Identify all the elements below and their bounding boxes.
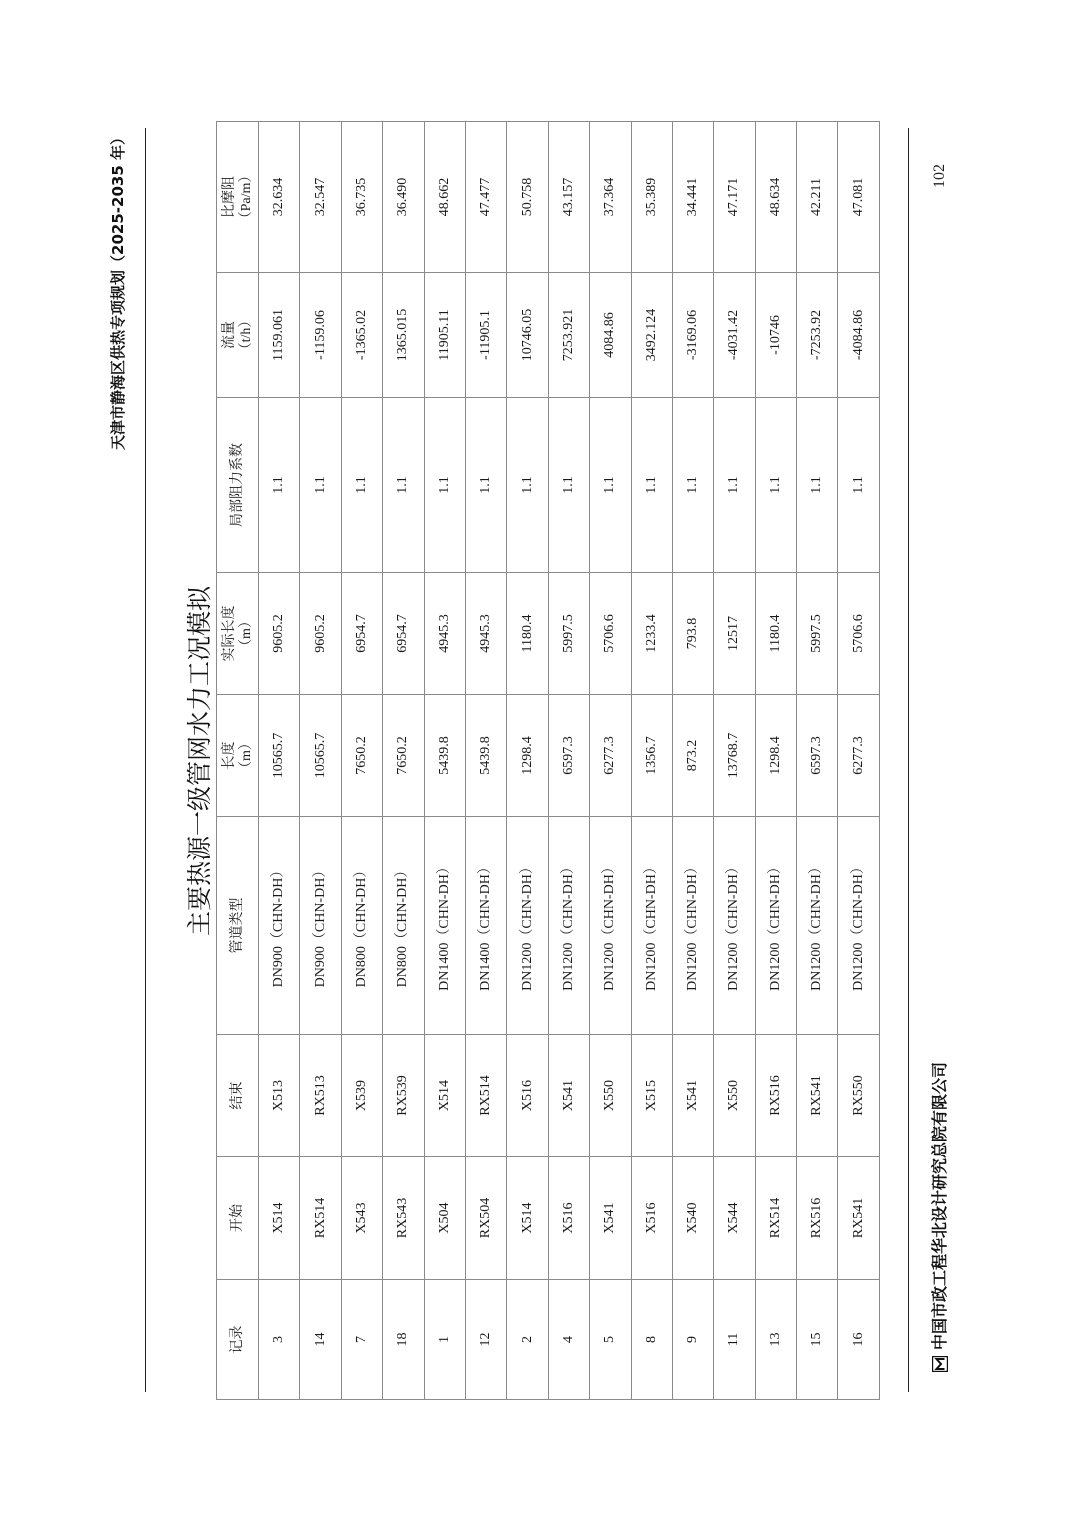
cell-actual-pipe-length: 4945.3	[465, 573, 506, 695]
column-unit: （Pa/m）	[238, 168, 254, 226]
table-row	[672, 122, 713, 1400]
cell-flow: 10746.05	[507, 273, 548, 398]
cell-actual-pipe-length: 5706.6	[590, 573, 631, 695]
column-label: 长度	[221, 741, 237, 770]
cell-flow: -3169.06	[672, 273, 713, 398]
cell-pipe-type: DN800（CHN-DH）	[383, 817, 424, 1035]
cell-pipe-type: DN1200（CHN-DH）	[507, 817, 548, 1035]
cell-pipe-type: DN1200（CHN-DH）	[755, 817, 796, 1035]
cell-pipe-length: 10565.7	[259, 695, 300, 817]
column-label: 流量	[221, 321, 237, 349]
cell-specific-friction: 35.389	[631, 122, 672, 273]
column-label: 比摩阻	[221, 176, 237, 218]
cell-flow: 7253.921	[548, 273, 589, 398]
column-label: 管道类型	[230, 897, 245, 954]
cell-actual-pipe-length: 5997.5	[797, 573, 838, 695]
cell-specific-friction: 34.441	[672, 122, 713, 273]
cell-pipe-length: 873.2	[672, 695, 713, 817]
cell-pipe-type: DN1200（CHN-DH）	[714, 817, 755, 1035]
cell-end-node: X541	[548, 1035, 589, 1157]
cell-flow: -4084.86	[838, 273, 879, 398]
cell-record: 18	[383, 1280, 424, 1400]
cell-end-node: X550	[714, 1035, 755, 1157]
cell-end-node: RX539	[383, 1035, 424, 1157]
cell-record: 13	[755, 1280, 796, 1400]
cell-pipe-type: DN1200（CHN-DH）	[631, 817, 672, 1035]
company-logo-icon	[932, 1356, 948, 1372]
cell-end-node: X515	[631, 1035, 672, 1157]
column-label: 记录	[230, 1325, 245, 1354]
cell-local-resistance: 1.1	[755, 398, 796, 573]
cell-start-node: X540	[672, 1157, 713, 1280]
cell-end-node: X516	[507, 1035, 548, 1157]
column-header-record	[217, 1280, 259, 1400]
cell-pipe-length: 10565.7	[300, 695, 341, 817]
table-row	[838, 122, 879, 1400]
column-header-pipe-type	[217, 817, 259, 1035]
cell-end-node: X514	[424, 1035, 465, 1157]
cell-record: 5	[590, 1280, 631, 1400]
cell-start-node: X544	[714, 1157, 755, 1280]
column-header-flow	[217, 273, 259, 398]
cell-pipe-length: 6277.3	[838, 695, 879, 817]
cell-end-node: RX550	[838, 1035, 879, 1157]
cell-record: 15	[797, 1280, 838, 1400]
table-row	[590, 122, 631, 1400]
cell-end-node: RX541	[797, 1035, 838, 1157]
cell-start-node: X514	[259, 1157, 300, 1280]
page-number: 102	[931, 164, 948, 188]
cell-local-resistance: 1.1	[259, 398, 300, 573]
cell-pipe-type: DN1200（CHN-DH）	[548, 817, 589, 1035]
cell-pipe-length: 5439.8	[424, 695, 465, 817]
cell-record: 8	[631, 1280, 672, 1400]
table-row	[259, 122, 300, 1400]
cell-specific-friction: 37.364	[590, 122, 631, 273]
cell-start-node: X504	[424, 1157, 465, 1280]
cell-specific-friction: 47.477	[465, 122, 506, 273]
column-label: 实际长度	[221, 605, 237, 662]
cell-actual-pipe-length: 12517	[714, 573, 755, 695]
table-body	[259, 122, 880, 1400]
cell-local-resistance: 1.1	[672, 398, 713, 573]
cell-start-node: RX541	[838, 1157, 879, 1280]
cell-end-node: X550	[590, 1035, 631, 1157]
cell-actual-pipe-length: 793.8	[672, 573, 713, 695]
cell-pipe-length: 6597.3	[548, 695, 589, 817]
table-row	[797, 122, 838, 1400]
table-head	[217, 122, 259, 1400]
column-label: 局部阻力系数	[230, 443, 245, 527]
cell-flow: -1159.06	[300, 273, 341, 398]
cell-pipe-type: DN1400（CHN-DH）	[465, 817, 506, 1035]
cell-pipe-type: DN900（CHN-DH）	[259, 817, 300, 1035]
cell-local-resistance: 1.1	[714, 398, 755, 573]
column-unit: （t/h）	[238, 313, 254, 357]
cell-flow: -10746	[755, 273, 796, 398]
cell-flow: -1365.02	[341, 273, 382, 398]
column-unit: （m）	[238, 736, 254, 775]
cell-pipe-type: DN1400（CHN-DH）	[424, 817, 465, 1035]
cell-flow: 4084.86	[590, 273, 631, 398]
header-rule	[145, 128, 146, 1392]
cell-start-node: RX514	[300, 1157, 341, 1280]
cell-end-node: X539	[341, 1035, 382, 1157]
cell-specific-friction: 50.758	[507, 122, 548, 273]
cell-start-node: RX516	[797, 1157, 838, 1280]
cell-flow: 3492.124	[631, 273, 672, 398]
table-row	[507, 122, 548, 1400]
cell-start-node: X543	[341, 1157, 382, 1280]
cell-start-node: X516	[631, 1157, 672, 1280]
cell-specific-friction: 36.735	[341, 122, 382, 273]
cell-record: 11	[714, 1280, 755, 1400]
cell-local-resistance: 1.1	[590, 398, 631, 573]
cell-pipe-type: DN1200（CHN-DH）	[672, 817, 713, 1035]
table-row	[548, 122, 589, 1400]
cell-specific-friction: 43.157	[548, 122, 589, 273]
cell-local-resistance: 1.1	[341, 398, 382, 573]
cell-pipe-type: DN1200（CHN-DH）	[797, 817, 838, 1035]
cell-pipe-length: 13768.7	[714, 695, 755, 817]
footer-rule	[908, 128, 909, 1392]
cell-record: 2	[507, 1280, 548, 1400]
column-unit: （m）	[238, 614, 254, 653]
cell-specific-friction: 48.634	[755, 122, 796, 273]
cell-record: 1	[424, 1280, 465, 1400]
cell-record: 16	[838, 1280, 879, 1400]
cell-specific-friction: 36.490	[383, 122, 424, 273]
cell-pipe-length: 6597.3	[797, 695, 838, 817]
cell-pipe-length: 1356.7	[631, 695, 672, 817]
cell-local-resistance: 1.1	[424, 398, 465, 573]
cell-local-resistance: 1.1	[797, 398, 838, 573]
cell-pipe-length: 7650.2	[383, 695, 424, 817]
cell-local-resistance: 1.1	[383, 398, 424, 573]
cell-start-node: RX504	[465, 1157, 506, 1280]
cell-start-node: RX543	[383, 1157, 424, 1280]
column-label: 结束	[230, 1081, 245, 1110]
cell-actual-pipe-length: 6954.7	[341, 573, 382, 695]
cell-end-node: X513	[259, 1035, 300, 1157]
cell-record: 14	[300, 1280, 341, 1400]
column-label: 开始	[230, 1204, 245, 1232]
cell-start-node: RX514	[755, 1157, 796, 1280]
table-row	[300, 122, 341, 1400]
cell-pipe-length: 1298.4	[507, 695, 548, 817]
cell-actual-pipe-length: 1180.4	[507, 573, 548, 695]
cell-start-node: X516	[548, 1157, 589, 1280]
cell-start-node: X514	[507, 1157, 548, 1280]
column-header-start-node	[217, 1157, 259, 1280]
cell-pipe-length: 7650.2	[341, 695, 382, 817]
table-row	[465, 122, 506, 1400]
cell-actual-pipe-length: 5706.6	[838, 573, 879, 695]
cell-record: 12	[465, 1280, 506, 1400]
column-header-local-resistance	[217, 398, 259, 573]
column-header-pipe-length	[217, 695, 259, 817]
cell-specific-friction: 42.211	[797, 122, 838, 273]
cell-actual-pipe-length: 4945.3	[424, 573, 465, 695]
table-row	[383, 122, 424, 1400]
cell-actual-pipe-length: 9605.2	[300, 573, 341, 695]
cell-actual-pipe-length: 6954.7	[383, 573, 424, 695]
cell-pipe-length: 1298.4	[755, 695, 796, 817]
running-header: 天津市静海区供热专项规划（2025-2035 年）	[109, 130, 127, 450]
cell-specific-friction: 47.171	[714, 122, 755, 273]
cell-pipe-length: 5439.8	[465, 695, 506, 817]
cell-pipe-type: DN1200（CHN-DH）	[590, 817, 631, 1035]
cell-pipe-type: DN1200（CHN-DH）	[838, 817, 879, 1035]
cell-flow: -7253.92	[797, 273, 838, 398]
cell-flow: 1365.015	[383, 273, 424, 398]
cell-flow: 1159.061	[259, 273, 300, 398]
cell-end-node: X541	[672, 1035, 713, 1157]
cell-pipe-type: DN900（CHN-DH）	[300, 817, 341, 1035]
cell-start-node: X541	[590, 1157, 631, 1280]
cell-local-resistance: 1.1	[548, 398, 589, 573]
cell-end-node: RX516	[755, 1035, 796, 1157]
cell-pipe-type: DN800（CHN-DH）	[341, 817, 382, 1035]
hydraulic-simulation-table	[216, 121, 880, 1400]
table-row	[755, 122, 796, 1400]
cell-local-resistance: 1.1	[838, 398, 879, 573]
table-header-row	[217, 122, 259, 1400]
cell-actual-pipe-length: 1180.4	[755, 573, 796, 695]
cell-local-resistance: 1.1	[507, 398, 548, 573]
cell-specific-friction: 48.662	[424, 122, 465, 273]
cell-actual-pipe-length: 1233.4	[631, 573, 672, 695]
cell-record: 7	[341, 1280, 382, 1400]
cell-flow: -11905.1	[465, 273, 506, 398]
footer-organization	[931, 1062, 949, 1372]
table-row	[631, 122, 672, 1400]
cell-pipe-length: 6277.3	[590, 695, 631, 817]
cell-record: 9	[672, 1280, 713, 1400]
cell-record: 4	[548, 1280, 589, 1400]
cell-specific-friction: 32.634	[259, 122, 300, 273]
table-row	[714, 122, 755, 1400]
cell-local-resistance: 1.1	[300, 398, 341, 573]
table-title: 主要热源一级管网水力工况模拟	[185, 586, 214, 937]
cell-record: 3	[259, 1280, 300, 1400]
cell-end-node: RX514	[465, 1035, 506, 1157]
table-row	[424, 122, 465, 1400]
table-row	[341, 122, 382, 1400]
cell-local-resistance: 1.1	[465, 398, 506, 573]
cell-flow: -4031.42	[714, 273, 755, 398]
cell-specific-friction: 47.081	[838, 122, 879, 273]
cell-end-node: RX513	[300, 1035, 341, 1157]
column-header-end-node	[217, 1035, 259, 1157]
cell-flow: 11905.11	[424, 273, 465, 398]
organization-name: 中国市政工程华北设计研究总院有限公司	[930, 1061, 949, 1350]
cell-specific-friction: 32.547	[300, 122, 341, 273]
cell-local-resistance: 1.1	[631, 398, 672, 573]
cell-actual-pipe-length: 5997.5	[548, 573, 589, 695]
cell-actual-pipe-length: 9605.2	[259, 573, 300, 695]
column-header-actual-pipe-length	[217, 573, 259, 695]
column-header-specific-friction	[217, 122, 259, 273]
